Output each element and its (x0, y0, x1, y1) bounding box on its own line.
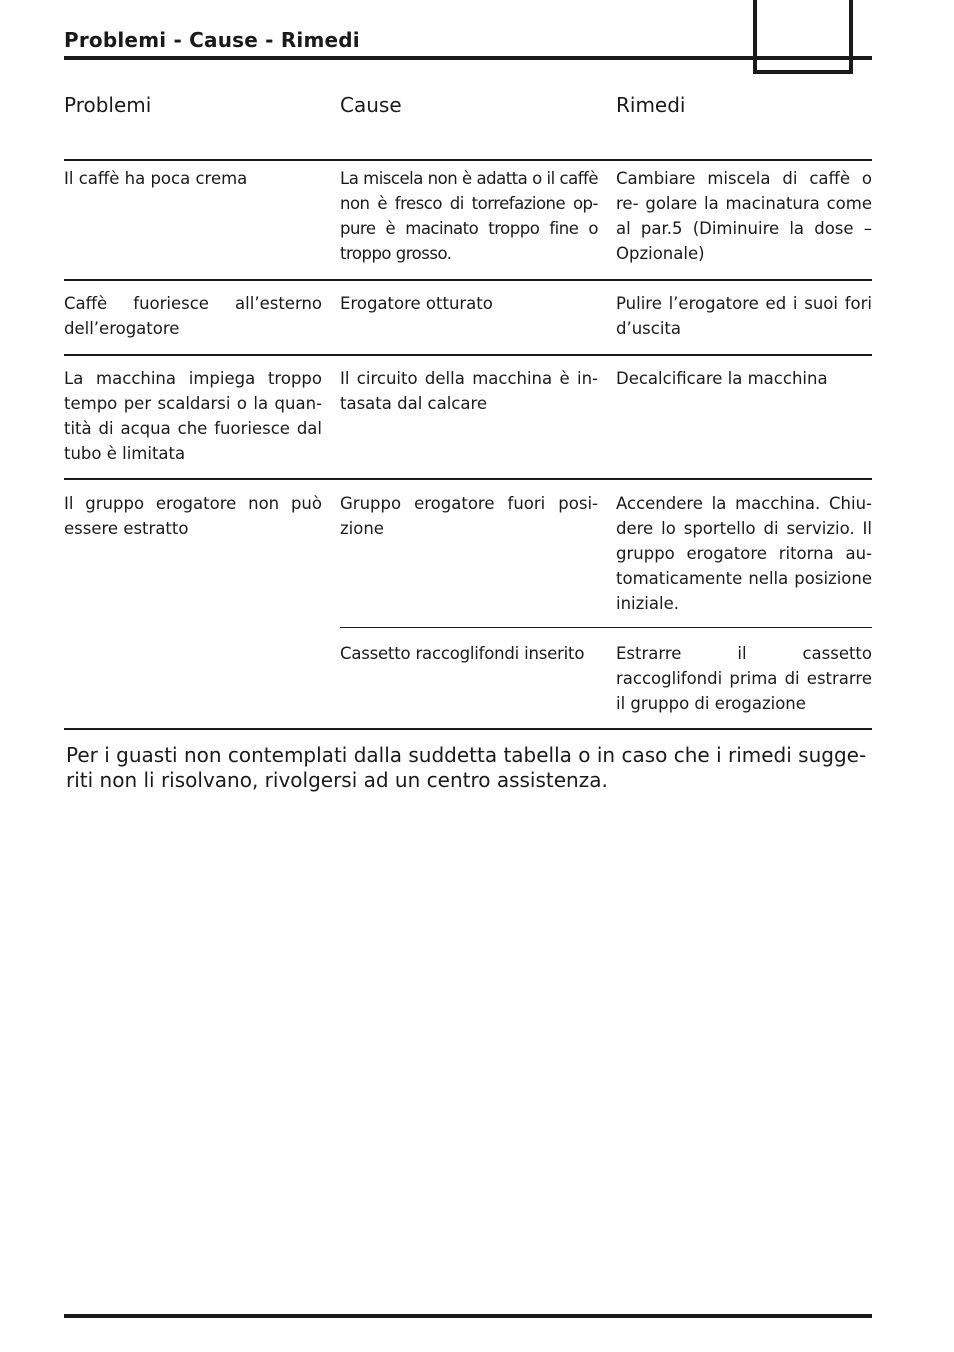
header-divider (64, 56, 872, 60)
page-tab-marker (753, 0, 853, 74)
table-cell-cause: La miscela non è adatta o il caffè non è fresco di torrefazione op- pure è macinato troppo fine o troppo grosso. (340, 169, 598, 263)
column-header-problemi: Problemi (64, 93, 152, 117)
table-row-divider (64, 279, 872, 281)
table-cell-cause: Il circuito della macchina è in- tasata dal calcare (340, 369, 598, 413)
table-subrow-divider (340, 627, 872, 628)
table-cell-remedy: Decalcificare la macchina (616, 369, 828, 388)
table-cell-cause: Gruppo erogatore fuori posi- zione (340, 494, 598, 538)
table-cell-cause: Cassetto raccoglifondi inserito (340, 644, 585, 663)
table-cell-problem: La macchina impiega troppo tempo per scaldarsi o la quan- tità di acqua che fuoriesce dal tubo è limitata (64, 369, 322, 463)
table-row-divider (64, 159, 872, 161)
table-row-divider (64, 354, 872, 356)
table-row-divider (64, 478, 872, 480)
table-cell-problem: Caffè fuoriesce all’esterno dell’erogatore (64, 294, 322, 338)
table-cell-problem: Il gruppo erogatore non può essere estratto (64, 494, 322, 538)
column-header-rimedi: Rimedi (616, 93, 686, 117)
assistance-note: Per i guasti non contemplati dalla suddetta tabella o in caso che i rimedi sugge- riti non li risolvano, rivolgersi ad un centro assistenza. (66, 743, 867, 792)
table-cell-remedy: Accendere la macchina. Chiu- dere lo sportello di servizio. Il gruppo erogatore ritorna au- tomaticamente nella posizione iniziale. (616, 494, 872, 613)
column-header-cause: Cause (340, 93, 402, 117)
table-bottom-divider (64, 728, 872, 730)
table-cell-remedy: Cambiare miscela di caffè o re- golare la macinatura come al par.5 (Diminuire la dose – Opzionale) (616, 169, 872, 263)
table-cell-cause: Erogatore otturato (340, 294, 493, 313)
table-cell-remedy: Pulire l’erogatore ed i suoi fori d’uscita (616, 294, 872, 338)
page-title: Problemi - Cause - Rimedi (64, 28, 360, 52)
table-cell-remedy: Estrarre il cassetto raccoglifondi prima di estrarre il gruppo di erogazione (616, 644, 872, 713)
footer-divider (64, 1314, 872, 1318)
table-cell-problem: Il caffè ha poca crema (64, 169, 248, 188)
